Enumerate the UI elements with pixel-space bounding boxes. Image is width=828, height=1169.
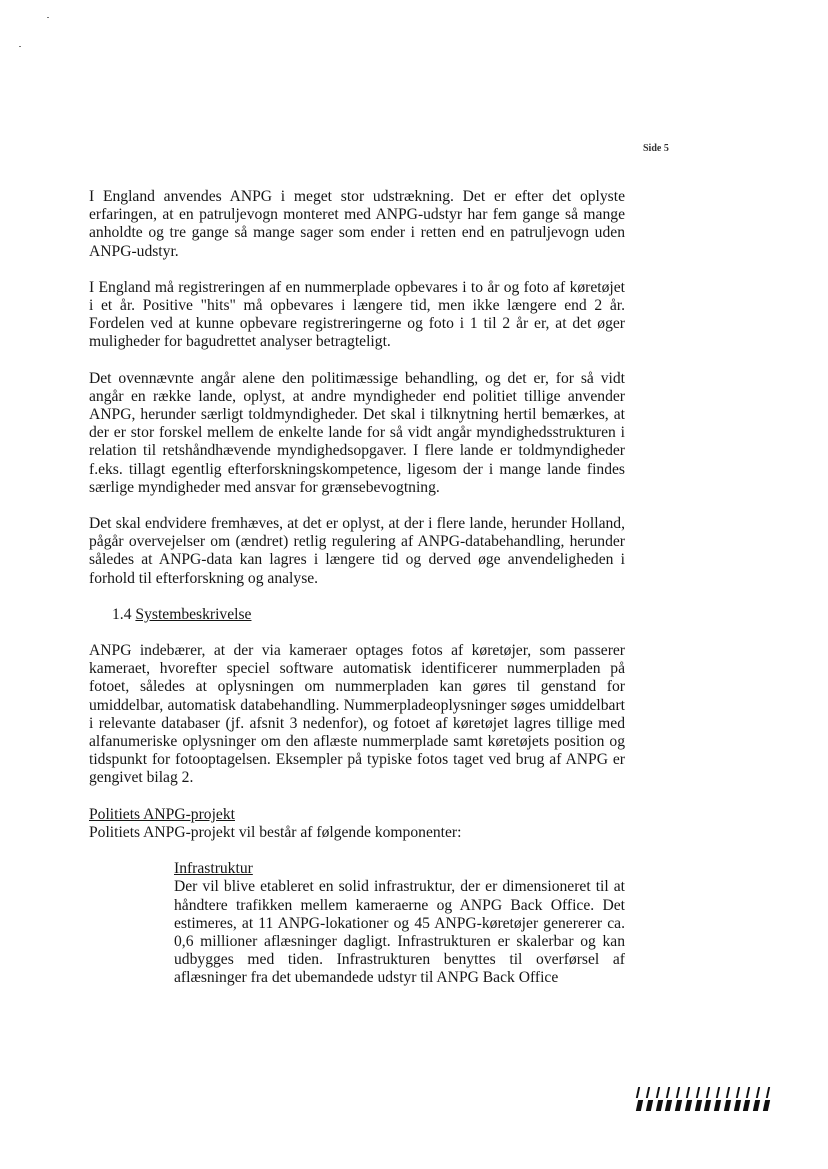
section-number: 1.4 <box>112 605 132 623</box>
paragraph: ANPG indebærer, at der via kameraer optages fotos af køretøjer, som passerer kameraet, hvorefter speciel software automatisk identificerer nummerpladen på fotoet, således at oplysningen om nummerpladen kan gøres til genstand for umiddelbar, automatisk databehandling. Nummerpladeoplysninger søges umiddelbart i relevante databaser (jf. afsnit 3 nedenfor), og fotoet af køretøjet lagres tillige med alfanumeriske oplysninger om den aflæste nummerplade samt køretøjets position og tidspunkt for fotooptagelsen. Eksempler på typiske fotos taget ved brug af ANPG er gengivet bilag 2. <box>89 642 625 787</box>
section-heading <box>112 606 625 624</box>
document-barcode <box>637 1087 769 1113</box>
component-heading: Infrastruktur <box>174 860 253 878</box>
component-text: Der vil blive etableret en solid infrastruktur, der er dimensioneret til at håndtere trafikken mellem kameraerne og ANPG Back Office. Det estimeres, at 11 ANPG-lokationer og 45 ANPG-køretøjer genererer ca. 0,6 millioner aflæsninger dagligt. Infrastrukturen er skalerbar og kan udbygges med tiden. Infrastrukturen benyttes til overførsel af aflæsninger fra det ubemandede udstyr til ANPG Back Office <box>174 878 625 987</box>
scan-speck <box>19 46 21 47</box>
section-title: Systembeskrivelse <box>135 605 252 623</box>
page-number: Side 5 <box>643 143 669 154</box>
component-block <box>174 860 625 987</box>
paragraph: I England må registreringen af en nummerplade opbevares i to år og foto af køretøjet i et år. Positive "hits" må opbevares i længere tid, men ikke længere end 2 år. Fordelen ved at kunne opbevare registreringerne og foto i 1 til 2 år er, at det øger muligheder for bagudrettet analyser betragteligt. <box>89 278 625 351</box>
project-heading: Politiets ANPG-projekt <box>89 805 235 823</box>
paragraph: Det ovennævnte angår alene den politimæssige behandling, og det er, for så vidt angår en række lande, oplyst, at andre myndigheder end politiet tillige anvender ANPG, herunder særligt toldmyndigheder. Det skal i tilknytning hertil bemærkes, at der er stor forskel mellem de enkelte lande for så vidt angår myndighedsstrukturen i relation til retshåndhævende myndighedsopgaver. I flere lande er toldmyndigheder f.eks. tillagt egentlig efterforskningskompetence, ligesom der i mange lande findes særlige myndigheder med ansvar for grænsebevogtning. <box>89 369 625 496</box>
barcode-row-bold <box>637 1100 769 1111</box>
paragraph: Det skal endvidere fremhæves, at det er oplyst, at der i flere lande, herunder Holland, pågår overvejelser om (ændret) retlig regulering af ANPG-databehandling, herunder således at ANPG-data kan lagres i længere tid og derved øge anvendeligheden i forhold til efterforskning og analyse. <box>89 515 625 587</box>
paragraph: I England anvendes ANPG i meget stor udstrækning. Det er efter det oplyste erfaringen, at en patruljevogn monteret med ANPG-udstyr har fem gange så mange anholdte og tre gange så mange sager som ender i retten end en patruljevogn uden ANPG-udstyr. <box>89 188 625 260</box>
barcode-row-thin <box>637 1087 769 1098</box>
document-body <box>89 188 625 988</box>
scan-speck <box>47 17 49 18</box>
project-intro: Politiets ANPG-projekt vil består af følgende komponenter: <box>89 823 462 841</box>
